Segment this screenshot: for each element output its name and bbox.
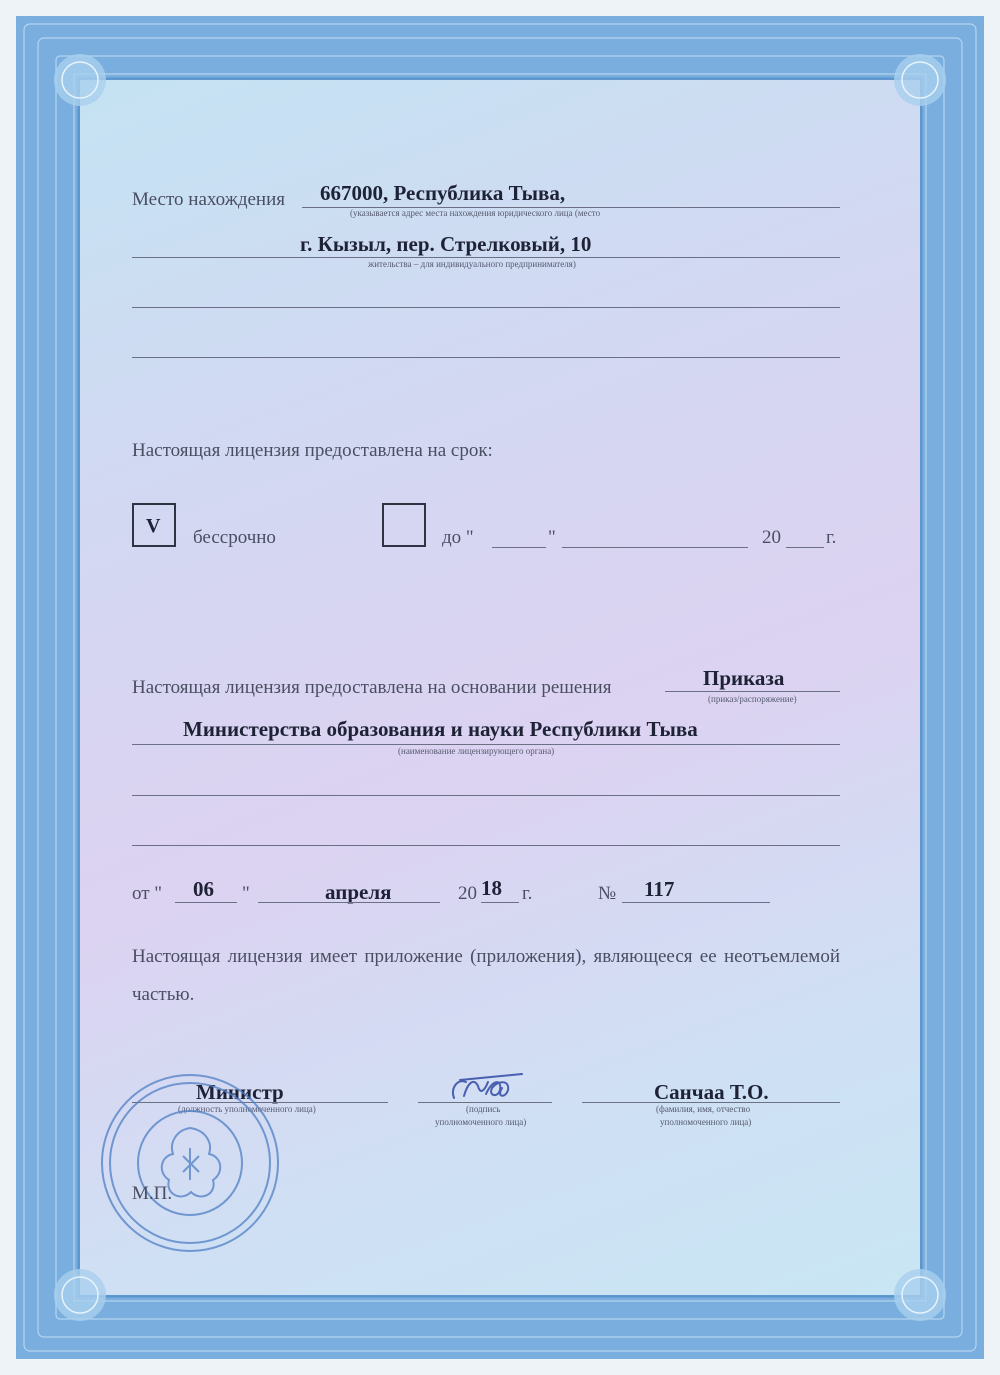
perpetual-check-mark: V bbox=[146, 515, 161, 537]
date-year-prefix: 20 bbox=[458, 883, 477, 904]
signature-rule bbox=[418, 1102, 552, 1103]
location-line1: 667000, Республика Тыва, bbox=[320, 181, 566, 205]
until-year-rule bbox=[786, 547, 824, 548]
official-seal-stamp bbox=[95, 1068, 285, 1258]
name-hint-2: уполномоченного лица) bbox=[660, 1117, 752, 1127]
position-hint: (должность уполномоченного лица) bbox=[178, 1104, 316, 1114]
location-label: Место нахождения bbox=[132, 189, 285, 210]
number-label: № bbox=[598, 883, 617, 904]
until-year-prefix: 20 bbox=[762, 527, 781, 548]
license-number: 117 bbox=[644, 877, 675, 901]
location-blank-rule-2 bbox=[132, 357, 840, 358]
date-month-rule bbox=[258, 902, 440, 903]
location-hint2: жительства – для индивидуального предпринимателя) bbox=[368, 259, 576, 269]
decision-type: Приказа bbox=[703, 666, 785, 690]
location-blank-rule-1 bbox=[132, 307, 840, 308]
until-quote: " bbox=[548, 527, 556, 548]
appendix-text: Настоящая лицензия имеет приложение (приложения), являющееся ее неотъемлемой частью. bbox=[132, 946, 840, 1005]
date-year-value: 18 bbox=[481, 876, 502, 900]
name-rule bbox=[582, 1102, 840, 1103]
date-month: апреля bbox=[325, 880, 392, 904]
authority-hint: (наименование лицензирующего органа) bbox=[398, 746, 555, 756]
perpetual-label: бессрочно bbox=[193, 527, 276, 548]
authority-rule bbox=[132, 744, 840, 745]
location-hint1: (указывается адрес места нахождения юридического лица (место bbox=[350, 208, 601, 218]
date-day: 06 bbox=[193, 877, 214, 901]
basis-blank-rule-2 bbox=[132, 845, 840, 846]
signatory-position: Министр bbox=[196, 1080, 284, 1104]
until-label: до " bbox=[442, 527, 474, 548]
term-label: Настоящая лицензия предоставлена на срок: bbox=[132, 440, 493, 461]
signature-hint-1: (подпись bbox=[466, 1104, 501, 1114]
date-year-rule bbox=[481, 902, 519, 903]
authority-name: Министерства образования и науки Республики Тыва bbox=[183, 717, 698, 741]
signatory-name: Санчаа Т.О. bbox=[654, 1080, 769, 1104]
until-day-rule bbox=[492, 547, 546, 548]
basis-blank-rule-1 bbox=[132, 795, 840, 796]
date-year-suffix: г. bbox=[522, 883, 533, 904]
basis-label: Настоящая лицензия предоставлена на основании решения bbox=[132, 677, 612, 698]
signature-hint-2: уполномоченного лица) bbox=[435, 1117, 527, 1127]
location-line2: г. Кызыл, пер. Стрелковый, 10 bbox=[300, 232, 592, 256]
license-number-rule bbox=[622, 902, 770, 903]
date-from-label: от " bbox=[132, 883, 163, 904]
seal-place-label: М.П. bbox=[132, 1183, 173, 1204]
date-quote: " bbox=[242, 883, 250, 904]
until-year-suffix: г. bbox=[826, 527, 837, 548]
location-line2-rule bbox=[132, 257, 840, 258]
until-month-rule bbox=[562, 547, 748, 548]
date-day-rule bbox=[175, 902, 237, 903]
name-hint-1: (фамилия, имя, отчество bbox=[656, 1104, 751, 1114]
perpetual-checkbox bbox=[132, 503, 176, 547]
until-checkbox bbox=[382, 503, 426, 547]
decision-hint: (приказ/распоряжение) bbox=[708, 694, 797, 704]
decision-type-rule bbox=[665, 691, 840, 692]
